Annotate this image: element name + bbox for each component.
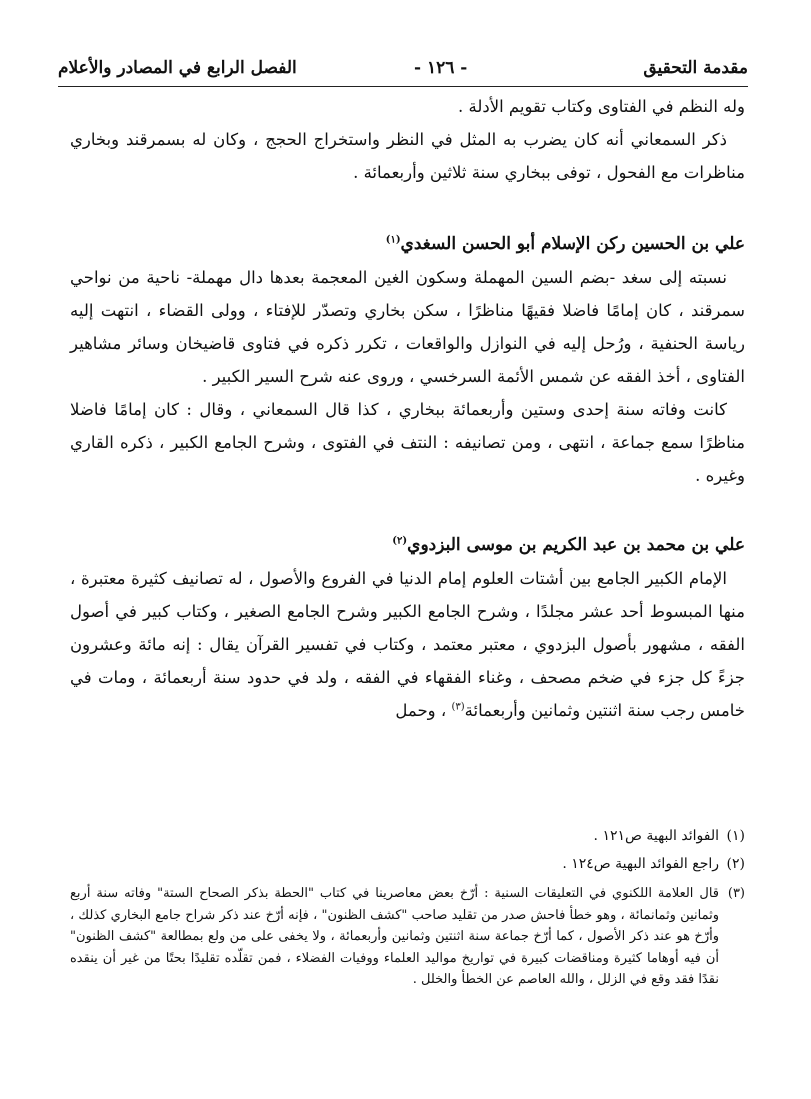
header-section-title: مقدمة التحقيق — [643, 58, 748, 78]
footnote-2-text: راجع الفوائد البهية ص١٢٤ . — [562, 856, 719, 872]
footnote-3-text: قال العلامة اللكنوي في التعليقات السنية : أرّخ بعض معاصرينا في كتاب "الحطة بذكر الصحاح الستة" وفاته سنة أربع وثمانين وثمانمائة ، وهو خطأ فاحش صدر من تقليد صاحب "كشف الظنون" ، فإنه أرّخ عند ذكر شراح جامع البخاري كذلك ، وأرّخ هو عند ذكر الأصول ، كما أرّخ جماعة سنة اثنتين وثمانين وأربعمائة ، ولا يخفى على من ولع بمطالعة "كشف الظنون" أن فيه أوهاما كثيرة ومناقضات كبيرة في تواريخ مواليد العلماء ووفيات الفضلاء ، فمن تقلّده تقليدًا بحتًا من غير أن ينقده نقدًا فقد وقع في الزلل ، والله العاصم عن الخطأ والخلل . — [70, 886, 719, 987]
main-text — [70, 90, 745, 727]
intro-paragraph: ذكر السمعاني أنه كان يضرب به المثل في النظر واستخراج الحجج ، وكان له بسمرقند وبخاري مناظرات مع الفحول ، توفى ببخاري سنة ثلاثين وأربعمائة . — [70, 130, 745, 182]
footnote-ref-3: (٣) — [451, 701, 465, 713]
entry-2-text: الإمام الكبير الجامع بين أشتات العلوم إمام الدنيا في الفروع والأصول ، له تصانيف كثيرة معتبرة ، منها المبسوط أحد عشر مجلدًا ، وشرح الجامع الكبير وشرح الجامع الصغير ، وكتاب كبير في أصول الفقه ، مشهور بأصول البزدوي ، معتبر معتمد ، وكتاب في تفسير القرآن يقال : إنه مائة وعشرون جزءً كل جزء في ضخم مصحف ، وغناء الفقهاء في الفقه ، ولد في حدود سنة أربعمائة ، ومات في خامس رجب سنة اثنتين وثمانين وأربعمائة — [70, 569, 745, 720]
footnote-3 — [70, 883, 745, 991]
footnote-ref-2: (٢) — [392, 535, 408, 547]
footnote-1-number: (١) — [726, 828, 745, 844]
entry-2-paragraph-1 — [70, 562, 745, 727]
footnote-1-text: الفوائد البهية ص١٢١ . — [593, 828, 719, 844]
footnote-1 — [70, 822, 745, 850]
entry-2-text-end: ، وحمل — [395, 701, 447, 720]
footnote-ref-1: (١) — [385, 234, 401, 246]
entry-1-paragraph-1: نسبته إلى سغد -بضم السين المهملة وسكون الغين المعجمة بعدها دال مهملة- ناحية من نواحي سمرقند ، كان إمامًا فاضلا فقيهًا مناظرًا ، سكن بخاري وتصدّر للإفتاء ، وولى القضاء ، انتهت إليه رياسة الحنفية ، ورُحل إليه في النوازل والواقعات ، تكرر ذكره في فتاوى قاضيخان وسائر مشاهير الفتاوى ، أخذ الفقه عن شمس الأئمة السرخسي ، وروى عنه شرح السير الكبير . — [70, 268, 745, 386]
running-header — [58, 56, 748, 87]
header-page-number: - ١٢٦ - — [414, 58, 468, 78]
entry-1-title-text: علي بن الحسين ركن الإسلام أبو الحسن السغدي — [400, 234, 745, 254]
footnote-2 — [70, 850, 745, 878]
footnote-3-number: (٣) — [727, 886, 745, 901]
entry-2-title-text: علي بن محمد بن عبد الكريم بن موسى البزدوي — [407, 535, 745, 555]
entry-2-title — [70, 529, 745, 562]
footnote-2-number: (٢) — [726, 856, 745, 872]
header-chapter-title: الفصل الرابع في المصادر والأعلام — [58, 58, 297, 78]
footnotes — [70, 822, 745, 991]
intro-line: وله النظم في الفتاوى وكتاب تقويم الأدلة . — [457, 97, 745, 116]
entry-1-title — [70, 228, 745, 261]
entry-1-paragraph-2: كانت وفاته سنة إحدى وستين وأربعمائة ببخاري ، كذا قال السمعاني ، وقال : كان إمامًا فاضلا مناظرًا سمع جماعة ، انتهى ، ومن تصانيفه : النتف في الفتوى ، وشرح الجامع الكبير ، ذكره القاري وغيره . — [70, 400, 745, 485]
